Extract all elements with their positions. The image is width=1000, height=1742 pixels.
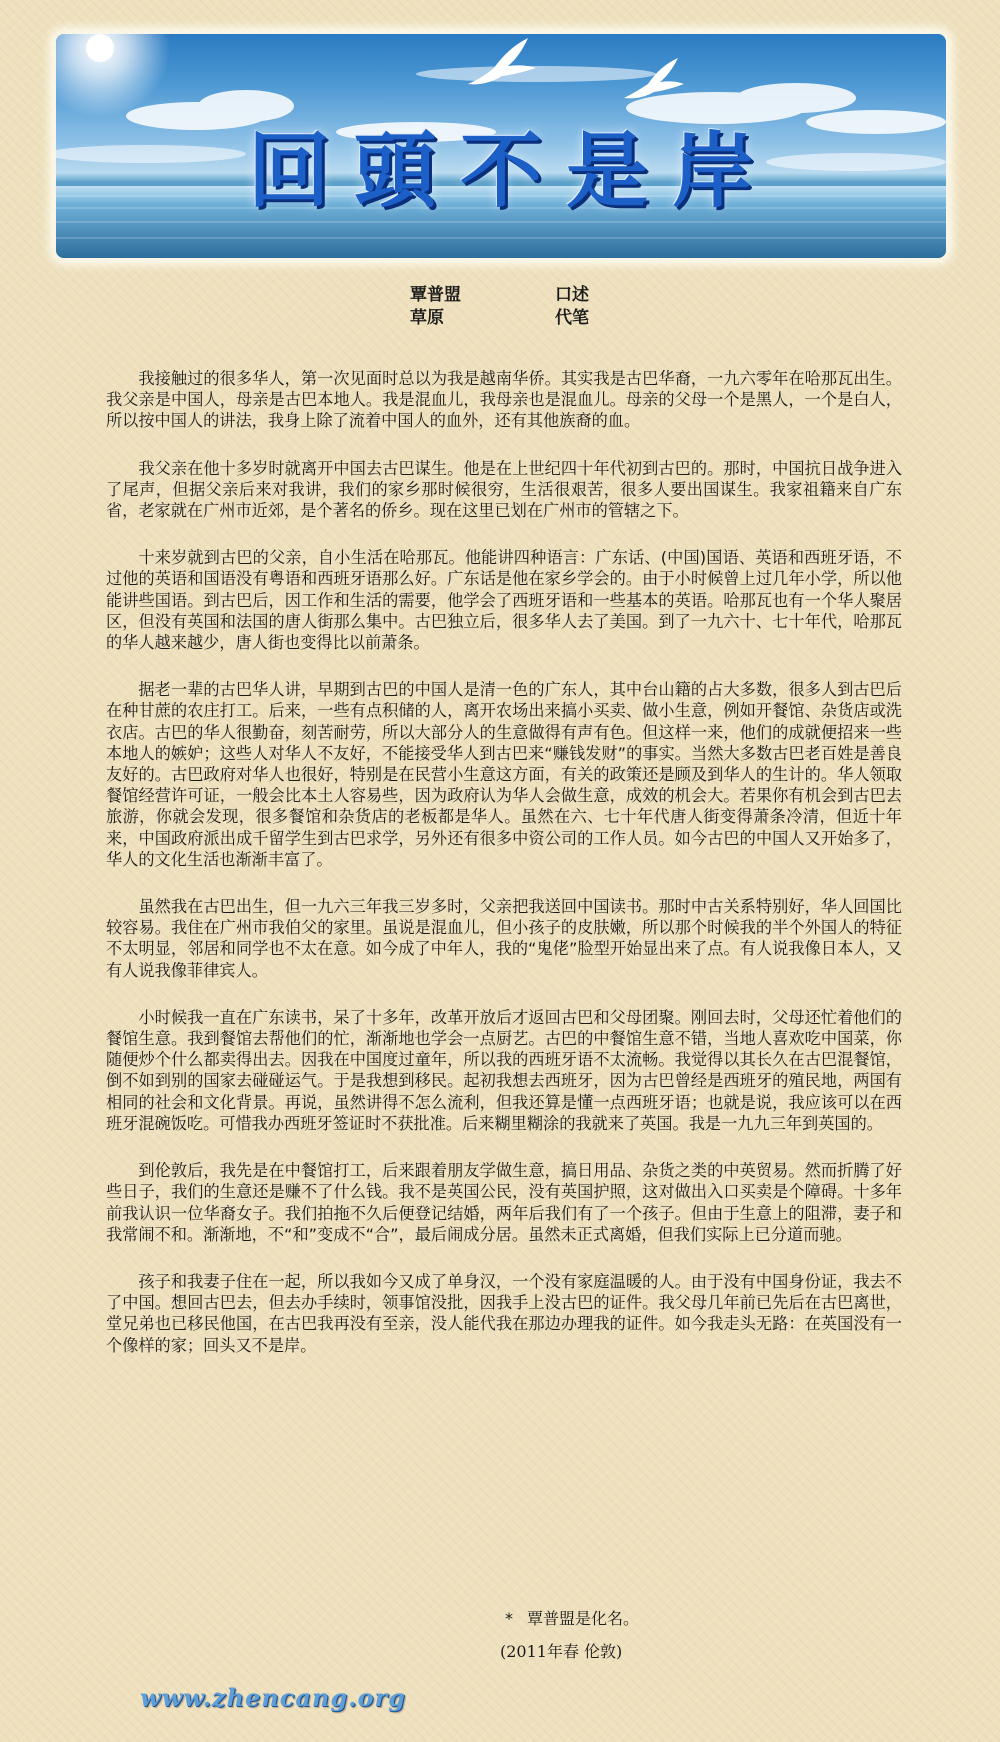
article-body [106,368,902,1382]
scribe-name: 草原 [410,308,444,328]
header-banner [56,34,946,258]
footnote-star: * [505,1609,513,1628]
article-paragraph: 到伦敦后，我先是在中餐馆打工，后来跟着朋友学做生意，搞日用品、杂货之类的中英贸易。然而折腾了好些日子，我们的生意还是赚不了什么钱。我不是英国公民，没有英国护照，这对做出入口买卖是个障碍。十多年前我认识一位华裔女子。我们拍拖不久后便登记结婚，两年后我们有了一个孩子。但由于生意上的阻滞，妻子和我常闹不和。渐渐地，不“和”变成不“合”，最后闹成分居。虽然未正式离婚，但我们实际上已分道而驰。 [106,1161,902,1244]
scribe-row [410,307,600,330]
article-paragraph: 我父亲在他十多岁时就离开中国去古巴谋生。他是在上世纪四十年代初到古巴的。那时，中国抗日战争进入了尾声，但据父亲后来对我讲，我们的家乡那时候很穷，生活很艰苦，很多人要出国谋生。我家祖籍来自广东省，老家就在广州市近郊，是个著名的侨乡。现在这里已划在广州市的管辖之下。 [106,458,902,521]
scribe-role: 代笔 [555,308,589,328]
banner-title: 回頭不是岸 [247,123,778,219]
footnote [505,1608,639,1630]
credits [410,284,600,330]
article-paragraph: 虽然我在古巴出生，但一九六三年我三岁多时，父亲把我送回中国读书。那时中古关系特别好，华人回国比较容易。我住在广州市我伯父的家里。虽说是混血儿，但小孩子的皮肤嫩，所以那个时候我的半个外国人的特征不太明显，邻居和同学也不太在意。如今成了中年人，我的“鬼佬”脸型开始显出来了点。有人说我像日本人，又有人说我像菲律宾人。 [106,897,902,980]
dateline: (2011年春 伦敦) [500,1642,623,1661]
site-logo: www.zhencang.org [140,1683,406,1712]
author-name: 覃普盟 [410,285,461,305]
article-paragraph: 我接触过的很多华人，第一次见面时总以为我是越南华侨。其实我是古巴华裔，一九六零年在哈那瓦出生。我父亲是中国人，母亲是古巴本地人。我是混血儿，我母亲也是混血儿。母亲的父母一个是黑人，一个是白人，所以按中国人的讲法，我身上除了流着中国人的血外，还有其他族裔的血。 [106,369,902,431]
author-role: 口述 [555,285,589,305]
article-paragraph: 孩子和我妻子住在一起，所以我如今又成了单身汉，一个没有家庭温暖的人。由于没有中国身份证，我去不了中国。想回古巴去，但去办手续时，领事馆没批，因我手上没古巴的证件。我父母几年前已先后在古巴离世，堂兄弟也已移民他国，在古巴我再没有至亲，没人能代我在那边办理我的证件。如今我走头无路：在英国没有一个像样的家；回头又不是岸。 [106,1271,902,1355]
footnote-text: 覃普盟是化名。 [527,1609,640,1628]
article-paragraph: 小时候我一直在广东读书，呆了十多年，改革开放后才返回古巴和父母团聚。刚回去时，父母还忙着他们的餐馆生意。我到餐馆去帮他们的忙，渐渐地也学会一点厨艺。古巴的中餐馆生意不错，当地人喜欢吃中国菜，你随便炒个什么都卖得出去。因我在中国度过童年，所以我的西班牙语不太流畅。我觉得以其长久在古巴混餐馆，倒不如到别的国家去碰碰运气。于是我想到移民。起初我想去西班牙，因为古巴曾经是西班牙的殖民地，两国有相同的社会和文化背景。再说，虽然讲得不怎么流利，但我还算是懂一点西班牙语；也就是说，我应该可以在西班牙混碗饭吃。可惜我办西班牙签证时不获批准。后来糊里糊涂的我就来了英国。我是一九九三年到英国的。 [106,1007,902,1133]
author-row [410,284,600,307]
article-paragraph: 十来岁就到古巴的父亲，自小生活在哈那瓦。他能讲四种语言：广东话、(中国)国语、英语和西班牙语，不过他的英语和国语没有粤语和西班牙语那么好。广东话是他在家乡学会的。由于小时候曾上过几年小学，所以他能讲些国语。到古巴后，因工作和生活的需要，他学会了西班牙语和一些基本的英语。哈那瓦也有一个华人聚居区，但没有英国和法国的唐人街那么集中。古巴独立后，很多华人去了美国。到了一九六十、七十年代，哈那瓦的华人越来越少，唐人街也变得比以前萧条。 [106,548,902,653]
article-paragraph: 据老一辈的古巴华人讲，早期到古巴的中国人是清一色的广东人，其中台山籍的占大多数，很多人到古巴后在种甘蔗的农庄打工。后来，一些有点积储的人，离开农场出来搞小买卖、做小生意，例如开餐馆、杂货店或洗衣店。古巴的华人很勤奋，刻苦耐劳，所以大部分人的生意做得有声有色。但这样一来，他们的成就便招来一些本地人的嫉妒；这些人对华人不友好，不能接受华人到古巴来“赚钱发财”的事实。当然大多数古巴老百姓是善良友好的。古巴政府对华人也很好，特别是在民营小生意这方面，有关的政策还是顾及到华人的生计的。华人领取餐馆经营许可证，一般会比本土人容易些，因为政府认为华人会做生意，成效的机会大。若果你有机会到古巴去旅游，你就会发现，很多餐馆和杂货店的老板都是华人。虽然在六、七十年代唐人街变得萧条冷清，但近十年来，中国政府派出成千留学生到古巴求学，另外还有很多中资公司的工作人员。如今古巴的中国人又开始多了，华人的文化生活也渐渐丰富了。 [106,680,902,869]
